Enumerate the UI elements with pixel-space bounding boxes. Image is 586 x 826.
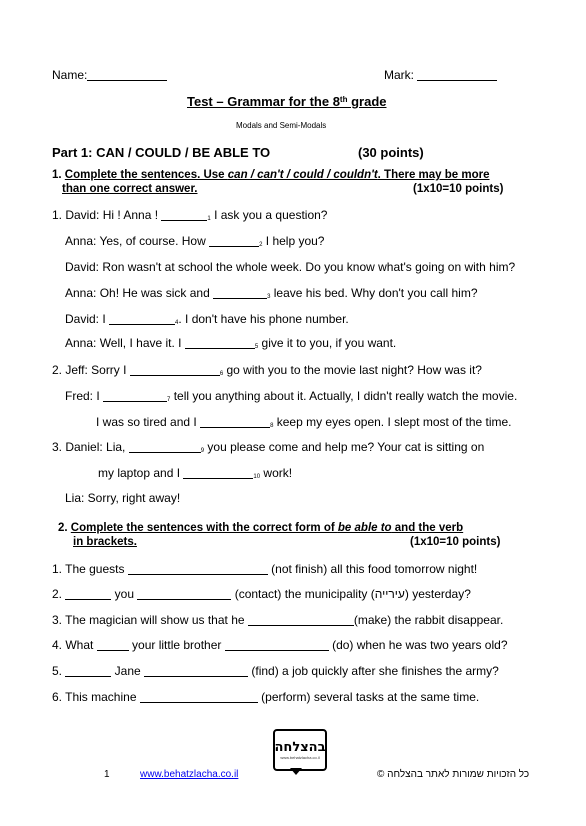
s1-text: David: I [65, 312, 110, 326]
s2-line [52, 587, 471, 601]
s1-text: Anna: Oh! He was sick and [65, 286, 214, 300]
answer-blank [200, 416, 270, 428]
answer-blank [140, 691, 258, 703]
answer-blank [128, 563, 268, 575]
blank-number: 2 [259, 242, 263, 248]
s1-text: tell you anything about it. Actually, I didn't really watch the movie. [170, 389, 518, 403]
section1-inst-italic: can / can't / could / couldn't [227, 169, 378, 181]
section2-instruction [58, 522, 463, 534]
s1-text: Lia: Sorry, right away! [65, 491, 181, 505]
blank-number: 4 [175, 320, 179, 326]
s1-text: I was so tired and I [96, 415, 201, 429]
blank-number: 10 [253, 474, 261, 480]
s1-line [52, 440, 484, 454]
s1-line [65, 234, 324, 248]
s1-text: work! [260, 466, 293, 480]
s2-text: you [111, 587, 138, 601]
section2-points: (1x10=10 points) [410, 536, 501, 548]
name-label: Name: [52, 68, 88, 82]
behatzlacha-logo [273, 729, 327, 771]
s2-text: 3. The magician will show us that he [52, 613, 248, 627]
s2-line [52, 690, 479, 704]
answer-blank [137, 588, 231, 600]
section1-instruction [52, 169, 490, 181]
answer-blank [109, 313, 175, 325]
s2-text: 2. [52, 587, 66, 601]
title-end: grade [347, 94, 387, 109]
page-title [187, 94, 387, 109]
s1-text: 1. David: Hi ! Anna ! [52, 208, 162, 222]
answer-blank [185, 337, 255, 349]
s1-text: keep my eyes open. I slept most of the time. [273, 415, 512, 429]
answer-blank [213, 287, 267, 299]
mark-field [384, 68, 497, 82]
section1-num: 1. [52, 169, 62, 181]
mark-blank [417, 69, 497, 81]
section1-inst-a: Complete the sentences. Use [64, 169, 228, 181]
mark-label: Mark: [384, 68, 414, 82]
footer-link[interactable] [140, 769, 238, 780]
section2-inst-italic: be able to [337, 522, 392, 534]
s1-text: Fred: I [65, 389, 104, 403]
answer-blank [103, 390, 167, 402]
s2-text: (contact) the municipality (עירייה) yesterday? [231, 587, 471, 601]
s1-text: . I don't have his phone number. [178, 312, 349, 326]
title-main: Test – Grammar for the 8 [187, 94, 340, 109]
answer-blank [225, 639, 329, 651]
blank-number: 9 [200, 448, 205, 454]
part1-points: (30 points) [358, 145, 424, 160]
s2-text: (perform) several tasks at the same time. [257, 690, 480, 704]
s1-text: give it to you, if you want. [258, 336, 397, 350]
s1-line [65, 389, 517, 403]
section1-inst-c: than one correct answer. [62, 183, 198, 195]
s1-line [52, 363, 482, 377]
s1-text: I help you? [262, 234, 325, 248]
s1-line [65, 312, 349, 326]
answer-blank [248, 614, 354, 626]
blank-number: 5 [254, 344, 259, 350]
s1-line [65, 286, 478, 300]
part1-heading: Part 1: CAN / COULD / BE ABLE TO [52, 145, 271, 160]
s1-text: my laptop and I [98, 466, 184, 480]
s1-text: you please come and help me? Your cat is sitting on [204, 440, 485, 454]
s2-line [52, 664, 499, 678]
section2-inst-a: Complete the sentences with the correct form of [70, 522, 338, 534]
s2-text: (not finish) all this food tomorrow night! [267, 562, 478, 576]
s1-text: Anna: Yes, of course. How [65, 234, 210, 248]
answer-blank [130, 364, 220, 376]
name-field [52, 68, 167, 82]
s2-text: (make) the rabbit disappear. [353, 613, 504, 627]
section2-inst-c: in brackets. [73, 536, 137, 548]
s2-text: 1. The guests [52, 562, 128, 576]
blank-number: 8 [270, 423, 274, 429]
s2-text: Jane [111, 664, 145, 678]
blank-number: 7 [167, 397, 171, 403]
s1-text: 3. Daniel: Lia, [52, 440, 129, 454]
answer-blank [65, 588, 111, 600]
logo-text: בהצלחה [274, 739, 326, 755]
blank-number: 6 [219, 371, 224, 377]
s2-text: your little brother [128, 638, 225, 652]
s2-line [52, 638, 508, 652]
s1-text: I ask you a question? [210, 208, 328, 222]
s1-text: go with you to the movie last night? How was it? [223, 363, 482, 377]
s2-text: 6. This machine [52, 690, 140, 704]
s1-text: leave his bed. Why don't you call him? [270, 286, 478, 300]
website-link[interactable]: www.behatzlacha.co.il [140, 769, 239, 780]
copyright-text: כל הזכויות שמורות לאתר בהצלחה © [377, 769, 530, 780]
s1-text: 2. Jeff: Sorry I [52, 363, 130, 377]
s2-text: (find) a job quickly after she finishes the army? [248, 664, 499, 678]
s2-text: 5. [52, 664, 66, 678]
section2-inst-b: and the verb [391, 522, 464, 534]
s1-line [65, 260, 515, 274]
section1-points: (1x10=10 points) [413, 183, 504, 195]
s1-line [65, 336, 396, 350]
blank-number: 3 [267, 294, 271, 300]
section1-inst-b: . There may be more [377, 169, 490, 181]
answer-blank [209, 235, 259, 247]
s1-line [65, 491, 180, 505]
logo-speech-tail [290, 768, 302, 775]
s2-text: 4. What [52, 638, 97, 652]
s2-text: (do) when he was two years old? [328, 638, 508, 652]
s2-line [52, 613, 503, 627]
s1-line [52, 208, 327, 222]
s1-line [98, 466, 292, 480]
answer-blank [129, 441, 201, 453]
answer-blank [183, 467, 253, 479]
s1-text: David: Ron wasn't at school the whole week. Do you know what's going on with him? [65, 260, 516, 274]
answer-blank [161, 209, 207, 221]
section2-num: 2. [58, 522, 68, 534]
answer-blank [144, 665, 248, 677]
page-subtitle: Modals and Semi-Modals [236, 121, 327, 130]
blank-number: 1 [207, 216, 211, 222]
s1-text: Anna: Well, I have it. I [65, 336, 185, 350]
answer-blank [97, 639, 129, 651]
s1-line [96, 415, 512, 429]
name-blank [87, 69, 167, 81]
s2-line [52, 562, 477, 576]
title-sup: th [339, 95, 348, 104]
page-number: 1 [104, 769, 110, 780]
logo-subtext: www.behatzlacha.co.il [280, 754, 320, 760]
answer-blank [65, 665, 111, 677]
